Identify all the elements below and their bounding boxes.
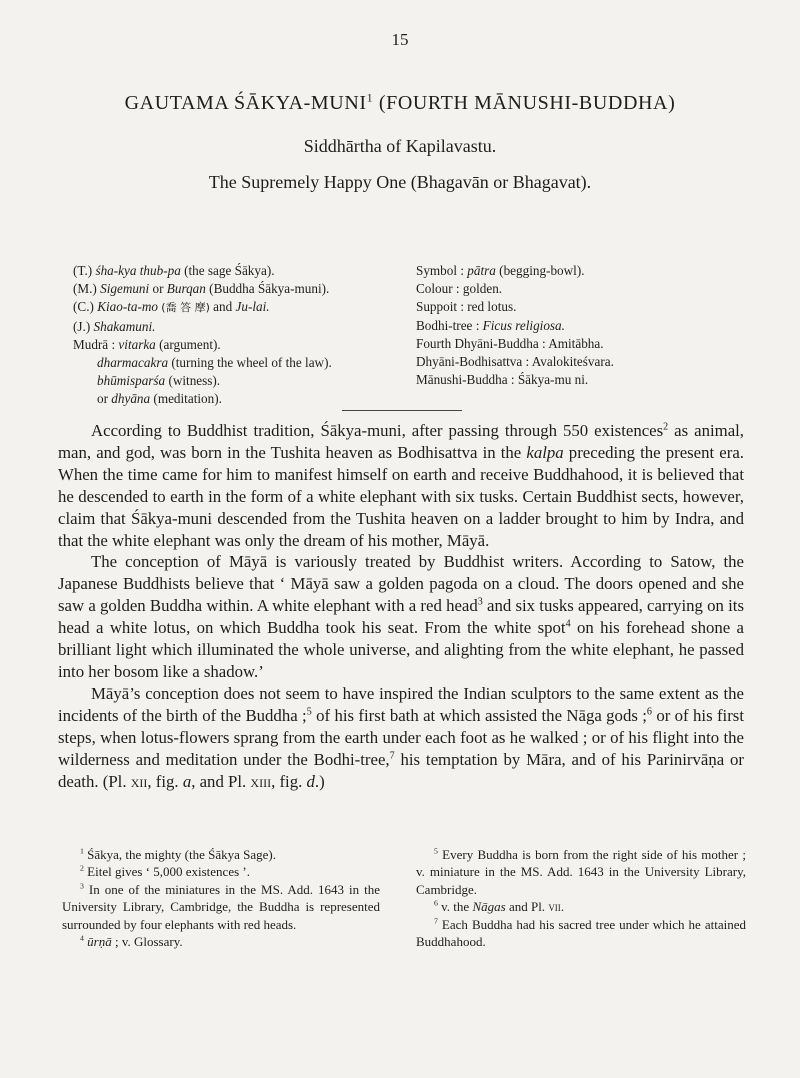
attributes [416,262,746,389]
chapter-title: GAUTAMA ŚĀKYA-MUNI$^1$ (FOURTH MĀNUSHI-BUDDHA) [124,90,676,114]
section-divider [342,410,462,411]
subtitle-epithet: The Supremely Happy One (Bhagavān or Bhagavat). [208,172,592,192]
footnote-3: $^3$ In one of the miniatures in the MS. Add. 1643 in the University Library, Cambridge, the Buddha is represented surrounded by four elephants with red heads. [62,881,380,932]
mudra-3: bhūmisparśa (witness). [97,373,221,389]
subtitle-name: Siddhārtha of Kapilavastu. [303,136,497,156]
japanese-name: (J.) Shakamuni. [73,318,156,334]
footnote-2: $^2$ Eitel gives ‘ 5,000 existences ’. [80,864,250,880]
colour: Colour : golden. [416,281,503,297]
footnote-1: $^1$ Śākya, the mighty (the Śākya Sage). [80,846,276,862]
footnote-7: $^7$ Each Buddha had his sacred tree under which he attained Buddhahood. [416,916,746,950]
footnotes-right [416,846,746,950]
manushi-buddha: Mānushi-Buddha : Śākya-mu ni. [416,372,589,388]
footnote-5: $^5$ Every Buddha is born from the right side of his mother ; v. miniature in the MS. Add. 1643 in the University Library, Cambridge. [416,846,746,897]
mudra-2: dharmacakra (turning the wheel of the law). [97,355,332,371]
dhyani-bodhisattva: Dhyāni-Bodhisattva : Avalokiteśvara. [416,354,614,370]
names-and-mudras [73,262,373,409]
chinese-name: (C.) Kiao-ta-mo (喬 答 摩) and Ju-lai. [73,299,270,315]
tibetan-name: (T.) śha-kya thub-pa (the sage Śākya). [73,263,275,278]
mongolian-name: (M.) Sigemuni or Burqan (Buddha Śākya-muni). [73,281,330,297]
bodhi-tree: Bodhi-tree : Ficus religiosa. [416,317,565,333]
symbol: Symbol : pātra (begging-bowl). [416,263,585,278]
footnote-ref-1: 1 [366,90,374,105]
mudra-4: or dhyāna (meditation). [97,391,222,407]
footnotes-left [62,846,380,950]
dhyani-buddha: Fourth Dhyāni-Buddha : Amitābha. [416,335,604,351]
mudra-1: Mudrā : vitarka (argument). [73,336,221,352]
paragraph-1: According to Buddhist tradition, Śākya-muni, after passing through 550 existences$^2$ as animal, man, and god, was born in the Tushita heaven as Bodhisattva in the kalpa preceding the present era. When the time came for him to manifest himself on earth and receive Buddhahood, it is believed that he descended to earth in the form of a white elephant with six tusks. Certain Buddhist sects, however, claim that Śākya-muni descended from the Tushita heaven on a ladder brought to him by Indra, and that the white elephant was only the dream of his mother, Māyā. [58,421,744,550]
body-text [58,420,744,792]
footnote-4: $^4$ ūrṇā ; v. Glossary. [80,933,183,950]
paragraph-2: The conception of Māyā is variously treated by Buddhist writers. According to Satow, the Japanese Buddhists believe that ‘ Māyā saw a golden pagoda on a cloud. The doors opened and she saw a golden Buddha within. A white elephant with a red head$^3$ and six tusks appeared, carrying on its head a white lotus, on which Buddha took his seat. From the white spot$^4$ on his forehead shone a brilliant light which illuminated the whole universe, and alighting from the white elephant, he passed into her bosom like a shadow.’ [58,552,744,681]
footnote-6: $^6$ v. the Nāgas and Pl. vii. [434,898,565,915]
paragraph-3: Māyā’s conception does not seem to have inspired the Indian sculptors to the same extent as the incidents of the birth of the Buddha ;$^5$ of his first bath at which assisted the Nāga gods ;$^6$ or of his first steps, when lotus-flowers sprang from the earth under each foot as he walked ; or of his flight into the wilderness and meditation under the Bodhi-tree,$^7$ his temptation by Māra, and of his Parinirvāṇa or death. (Pl. xii, fig. a, and Pl. xiii, fig. d.) [58,683,745,791]
support: Suppoit : red lotus. [416,299,517,315]
page-number: 15 [391,30,409,49]
